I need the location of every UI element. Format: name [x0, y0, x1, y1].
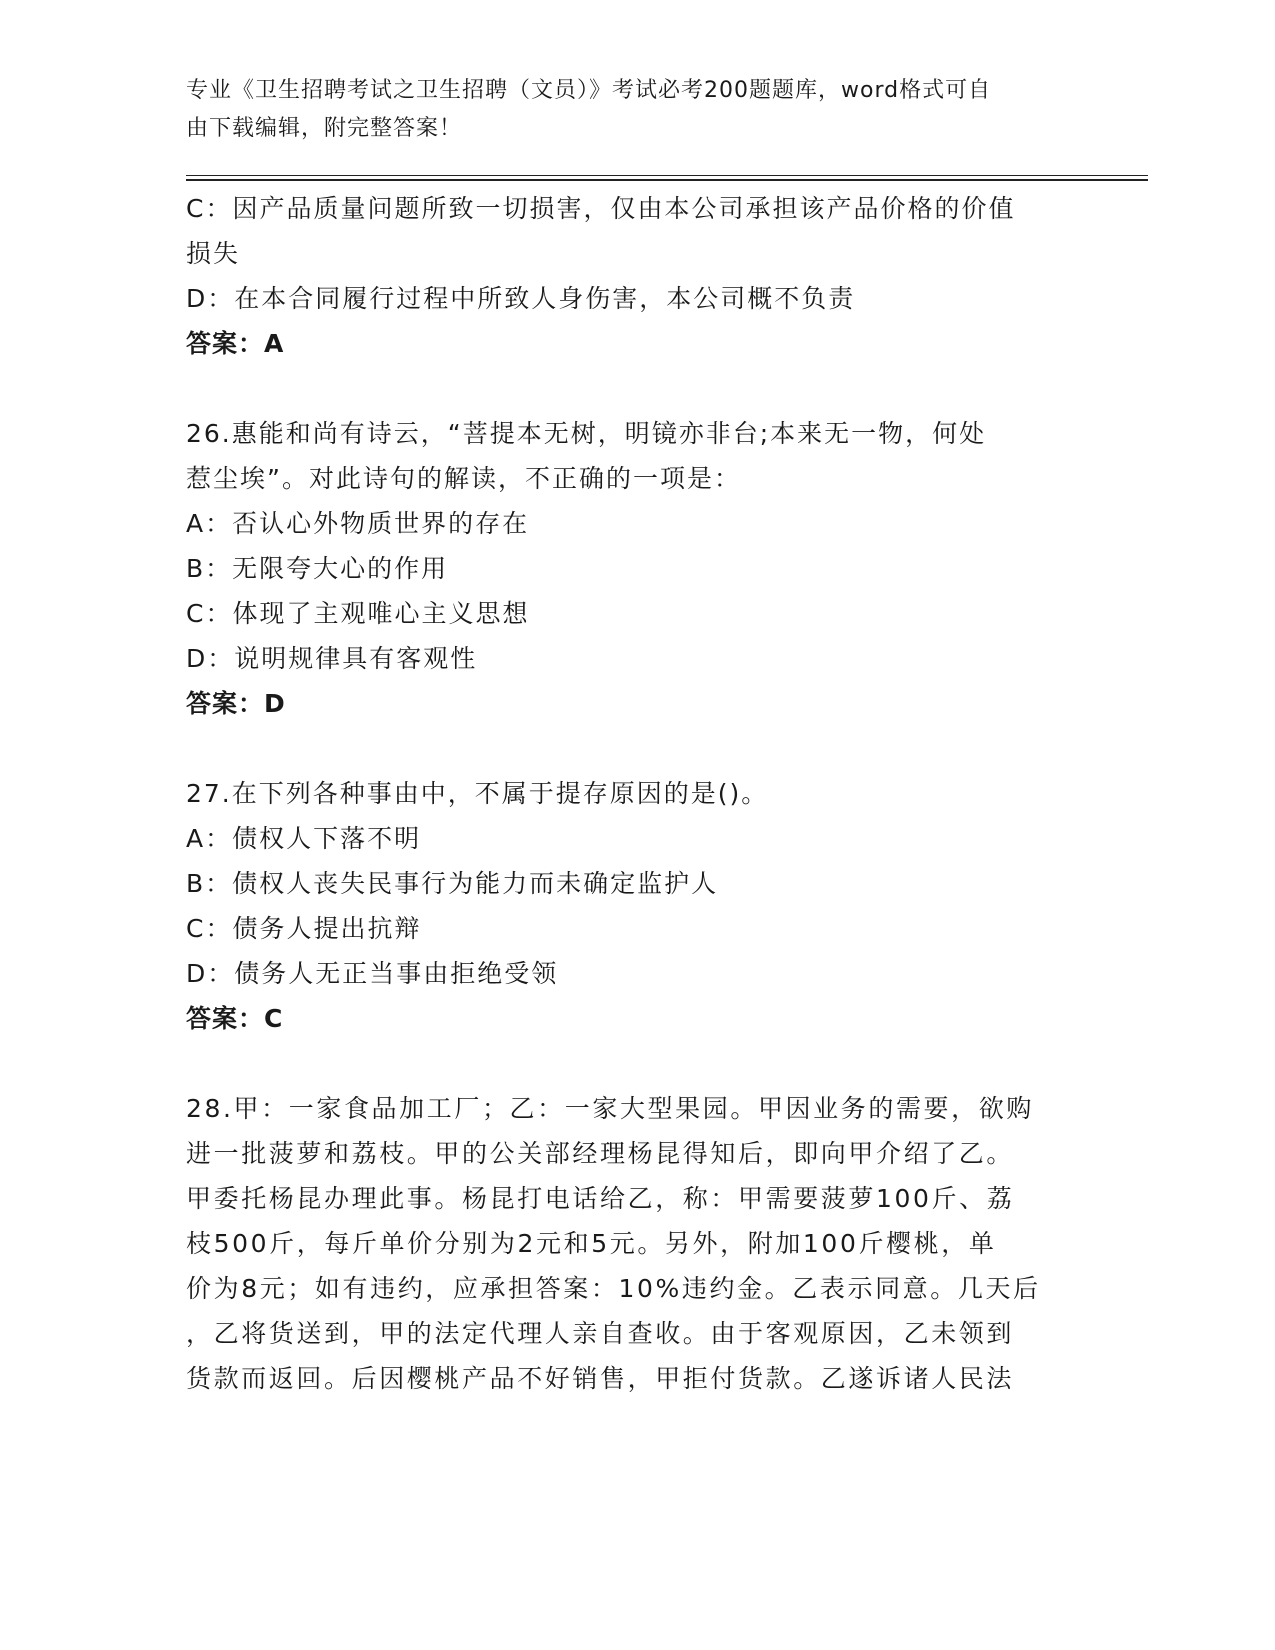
question-stem-line: 进一批菠萝和荔枝。甲的公关部经理杨昆得知后，即向甲介绍了乙。 — [186, 1139, 1015, 1168]
question-26 — [186, 411, 1086, 726]
option-c: C：因产品质量问题所致一切损害，仅由本公司承担该产品价格的价值 — [186, 194, 1016, 223]
option-b: B：债权人丧失民事行为能力而未确定监护人 — [186, 869, 719, 898]
question-stem-line: 枝500斤，每斤单价分别为2元和5元。另外，附加100斤樱桃，单 — [186, 1229, 997, 1258]
question-stem-line: 价为8元；如有违约，应承担答案：10%违约金。乙表示同意。几天后 — [186, 1274, 1041, 1303]
spacer — [186, 726, 1086, 771]
option-a: A：否认心外物质世界的存在 — [186, 509, 530, 538]
question-stem: 27.在下列各种事由中，不属于提存原因的是()。 — [186, 779, 769, 808]
question-stem-line: 货款而返回。后因樱桃产品不好销售，甲拒付货款。乙遂诉诸人民法 — [186, 1364, 1015, 1393]
option-c-continued: 损失 — [186, 239, 241, 268]
question-stem-line: ，乙将货送到，甲的法定代理人亲自查收。由于客观原因，乙未领到 — [186, 1319, 1015, 1348]
option-c: C：体现了主观唯心主义思想 — [186, 599, 530, 628]
option-d: D：在本合同履行过程中所致人身伤害，本公司概不负责 — [186, 284, 856, 313]
document-body — [186, 186, 1086, 1401]
spacer — [186, 366, 1086, 411]
question-25-tail — [186, 186, 1086, 366]
page-header — [186, 72, 1086, 148]
answer: 答案：C — [186, 1004, 284, 1033]
header-line-1: 专业《卫生招聘考试之卫生招聘（文员）》考试必考200题题库，word格式可自 — [186, 78, 992, 103]
question-28 — [186, 1086, 1086, 1401]
question-stem-line: 28.甲：一家食品加工厂；乙：一家大型果园。甲因业务的需要，欲购 — [186, 1094, 1034, 1123]
option-a: A：债权人下落不明 — [186, 824, 422, 853]
answer: 答案：D — [186, 689, 286, 718]
option-c: C：债务人提出抗辩 — [186, 914, 422, 943]
answer: 答案：A — [186, 329, 285, 358]
option-b: B：无限夸大心的作用 — [186, 554, 449, 583]
spacer — [186, 1041, 1086, 1086]
option-d: D：说明规律具有客观性 — [186, 644, 478, 673]
question-stem-continued: 惹尘埃”。对此诗句的解读，不正确的一项是： — [186, 464, 741, 493]
header-line-2: 由下载编辑，附完整答案！ — [186, 116, 463, 141]
question-27 — [186, 771, 1086, 1041]
option-d: D：债务人无正当事由拒绝受领 — [186, 959, 559, 988]
header-divider — [186, 175, 1148, 181]
question-stem-line: 甲委托杨昆办理此事。杨昆打电话给乙，称：甲需要菠萝100斤、荔 — [186, 1184, 1015, 1213]
question-stem: 26.惠能和尚有诗云，“菩提本无树，明镜亦非台;本来无一物，何处 — [186, 419, 987, 448]
